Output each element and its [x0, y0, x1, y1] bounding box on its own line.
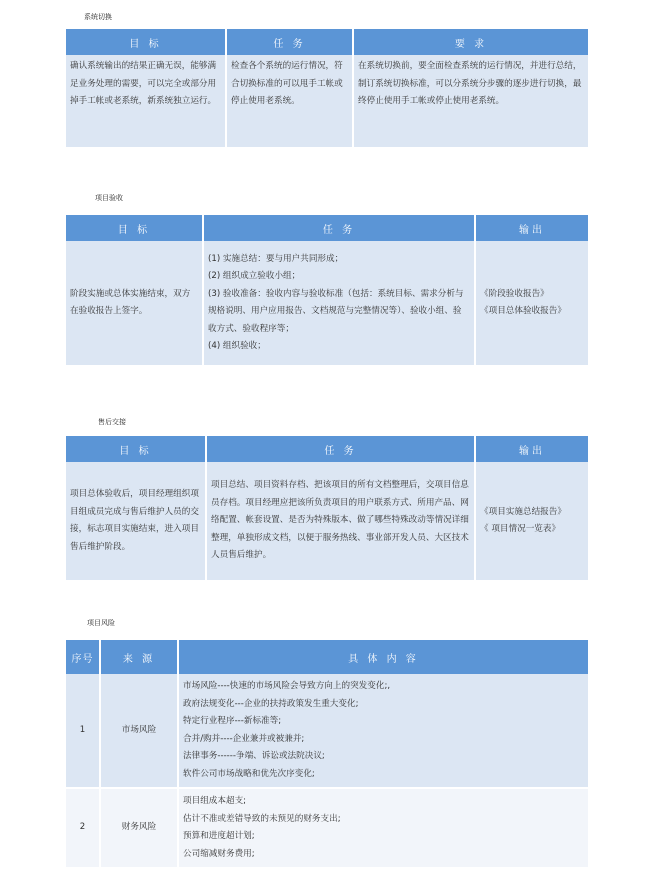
header-number: 序号	[66, 640, 100, 674]
risk-table	[66, 640, 588, 867]
header-output: 输出	[475, 436, 588, 462]
table-row	[66, 788, 588, 867]
row-number: 1	[66, 674, 100, 788]
row-content: 项目组成本超支; 估计不准或差错导致的未预见的财务支出; 预算和进度超计划; 公司缩减财务费用;	[178, 788, 588, 867]
row-content: 市场风险----快速的市场风险会导致方向上的突发变化;, 政府法规变化---企业的扶持政策发生重大变化; 特定行业程序---新标准等; 合并/购并----企业兼并或被兼并; 法律事务------争端、诉讼或法院决议; 软件公司市场战略和优先次序变化;	[178, 674, 588, 788]
section-title-acceptance: 项目验收	[95, 194, 123, 202]
section-title-handover: 售后交接	[98, 418, 126, 426]
header-goal: 目 标	[66, 436, 206, 462]
section-title-risk: 项目风险	[87, 619, 115, 627]
cell-task: 检查各个系统的运行情况，符合切换标准的可以甩手工帐或停止使用老系统。	[226, 55, 353, 147]
row-source: 市场风险	[100, 674, 178, 788]
cell-requirement: 在系统切换前，要全面检查系统的运行情况，并进行总结，制订系统切换标准，可以分系统分步骤的逐步进行切换，最终停止使用手工帐或停止使用老系统。	[353, 55, 588, 147]
cell-task: (1) 实施总结：要与用户共同形成； (2) 组织成立验收小组； (3) 验收准备：验收内容与验收标准（包括：系统目标、需求分析与规格说明、用户应用报告、文档规范与完整情况等）、验收小组、验收方式、验收程序等； (4) 组织验收；	[203, 241, 475, 365]
cell-task: 项目总结、项目资料存档、把该项目的所有文档整理后，交项目信息员存档。项目经理应把该所负责项目的用户联系方式、所用产品、网络配置、帐套设置、是否为特殊版本、做了哪些特殊改动等情况详细整理，单独形成文档，以便于服务热线、事业部开发人员、大区技术人员售后维护。	[206, 462, 475, 580]
header-task: 任 务	[203, 215, 475, 241]
cell-goal: 确认系统输出的结果正确无误，能够满足业务处理的需要，可以完全或部分用掉手工帐或老系统，新系统独立运行。	[66, 55, 226, 147]
cell-goal: 项目总体验收后，项目经理组织项目组成员完成与售后维护人员的交接，标志项目实施结束，进入项目售后维护阶段。	[66, 462, 206, 580]
section-title-system-switch: 系统切换	[84, 13, 112, 21]
header-task: 任 务	[206, 436, 475, 462]
handover-table	[66, 436, 588, 580]
table-row	[66, 674, 588, 788]
row-source: 财务风险	[100, 788, 178, 867]
cell-output: 《阶段验收报告》 《项目总体验收报告》	[475, 241, 588, 365]
header-task: 任 务	[226, 29, 353, 55]
acceptance-table	[66, 215, 588, 365]
cell-goal: 阶段实施或总体实施结束，双方在验收报告上签字。	[66, 241, 203, 365]
header-requirement: 要 求	[353, 29, 588, 55]
header-goal: 目 标	[66, 215, 203, 241]
cell-output: 《项目实施总结报告》 《 项目情况一览表》	[475, 462, 588, 580]
system-switch-table	[66, 29, 588, 147]
header-output: 输出	[475, 215, 588, 241]
header-content: 具 体 内 容	[178, 640, 588, 674]
header-goal: 目 标	[66, 29, 226, 55]
header-source: 来 源	[100, 640, 178, 674]
row-number: 2	[66, 788, 100, 867]
